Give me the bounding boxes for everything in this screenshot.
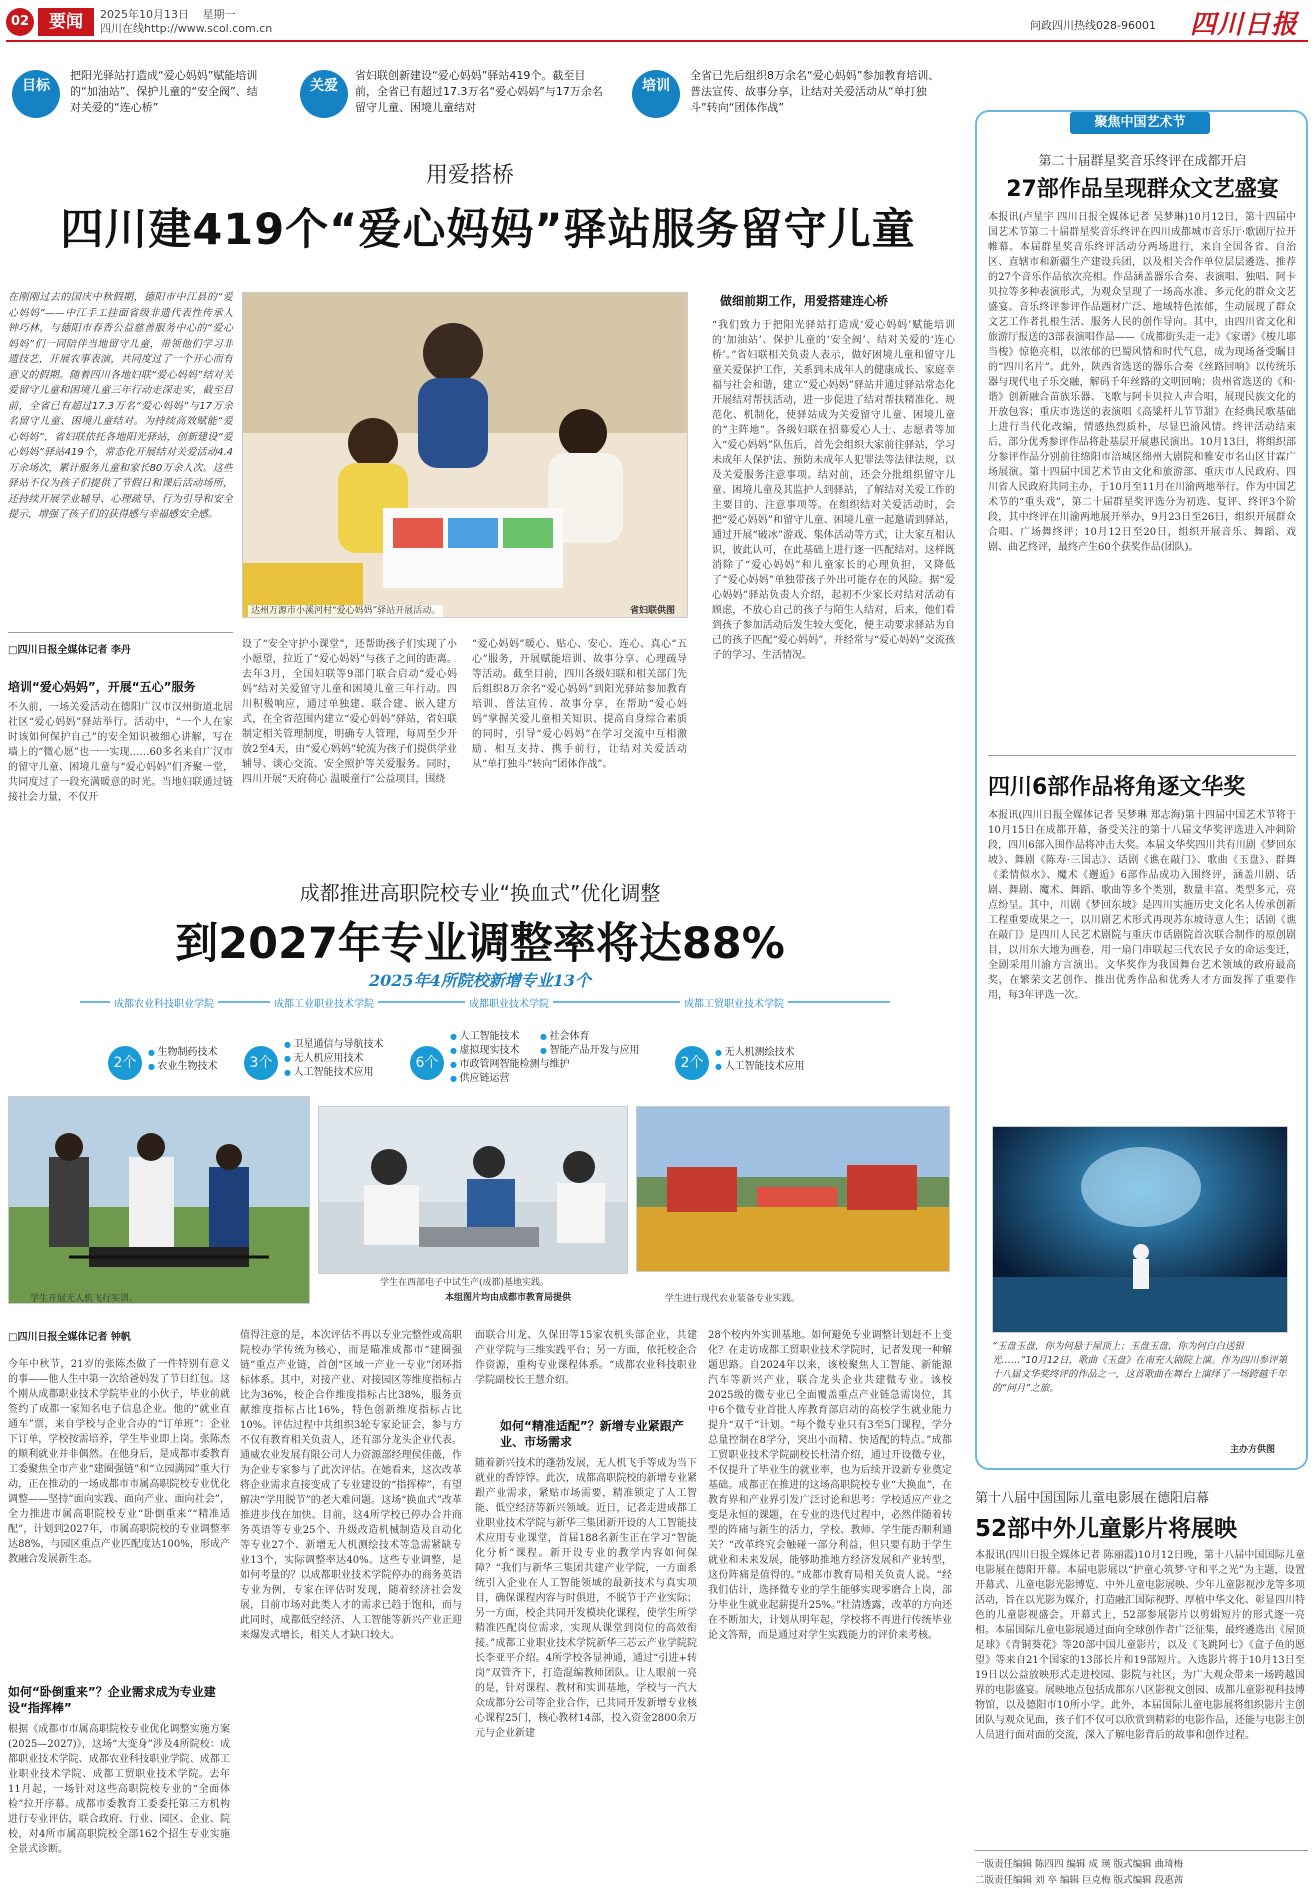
sidebar-art1-body: 本报讯(卢星宇 四川日报全媒体记者 吴梦琳)10月12日，第十四届中国艺术节第二十届群星奖音乐终评在四川成都城市音乐厅·歌剧厅拉开帷幕。本届群星奖音乐终评活动分两场进行，来自全国各省、自治区、直辖市和新疆生产建设兵团，以及相关合作单位层层遴选、推荐的27个音乐作品依次亮相。作品涵盖器乐合奏、表演唱、独唱、阿卡贝拉等多种表演形式，为观众呈现了一场高水准、多元化的群众文艺盛宴。音乐终评参评作品题材广泛、地域特色浓郁，生动展现了群众文艺工作者扎根生活、服务人民的创作导向。其中，由四川省文化和旅游厅报送的3部表演唱作品——《成都街头走一走》《家谱》《梭儿耶当梭》惊艳亮相，以浓郁的巴蜀风情和时代气息，成为现场备受瞩目的“四川名片”。此外，陕西省选送的器乐合奏《丝路回响》以传统乐器与现代电子乐交融，解码千年丝路的文明回响；贵州省选送的《和·谐》创新融合苗族乐器、飞歌与阿卡贝拉人声合唱，展现民族文化的开放包容；重庆市选送的表演唱《高粱杆儿节节甜》在经典民歌基础上进行当代化改编，情感热烈质朴，尽显巴渝风情。终评活动结束后，部分优秀参评作品将赴基层开展惠民演出。10月13日，将组织部分参评作品分别前往绵阳市涪城区绵州大剧院和雅安市名山区甘霖广场展演。第十四届中国艺术节由文化和旅游部、重庆市人民政府、四川省人民政府共同主办，于10月至11月在川渝两地举行。作为中国艺术节的“重头戏”，第二十届群星奖评选分为初选、复评、终评3个阶段，其中终评在川渝两地展开举办，9月23日至26日，组织开展群众合唱、广场舞终评；10月12日至20日，组织开展音乐、舞蹈、戏剧、曲艺终评，最终产生60个获奖作品(团队)。 [988,212,1296,553]
school-name-4: 成都工贸职业技术学院 [680,995,788,1010]
article2-col2: 值得注意的是，本次评估不再以专业完整性或高职院校办学传统为核心，而是瞄准成都市“建圈强链”重点产业链，首创“区域一产业一专业”闭环指标体系。其中，对接产业、对接园区等维度指标占比为36%，校企合作维度指标占比38%，服务贡献维度指标占比16%，特色创新维度指标占比10%。评估过程中共组织3轮专家论证会，参与方不仅有教育相关负责人，还有部分龙头企业代表。通威农业发展有限公司人力资源部经理侯佳薇，作为企业专家参与了此次评估。在她看来，这次改革将企业需求直接变成了专业建设的“指挥棒”，有望解决“学用脱节”的老大难问题。这场“换血式”改革推进步伐在加快。目前，这4所学校已停办合并商务英语等专业25个、升级改造机械制造及自动化等专业27个、新增无人机测绘技术等急需紧缺专业13个，实际调整率达40%。这些专业调整，是如何考量的？以成都职业技术学院停办的商务英语专业为例，专家在评估时发现，随着经济社会发展，目前市场对此类人才的需求已趋于饱和，而与此同时，成都低空经济、人工智能等新兴产业正迎来爆发式增长，相关人才缺口较大。 [240,1330,462,1641]
summary-text-3: 全省已先后组织8万余名“爱心妈妈”参加教育培训、普法宣传、故事分享，让结对关爱活动从“单打独斗”转向“团体作战” [690,69,940,114]
school-count-3: 6个 [410,1046,444,1080]
infographic-title: 2025年4所院校新增专业13个 [369,971,591,990]
school-count-2: 3个 [244,1046,278,1080]
article1-col1: 不久前，一场关爱活动在德阳广汉市汉州街道北居社区“爱心妈妈”驿站举行。活动中，“一个人在家时该如何保护自己”的安全知识被细心讲解，写在墙上的“微心愿”也一一实现……60多名来自广汉市的留守儿童、困境儿童与“爱心妈妈”们齐聚一堂，共同度过了一段充满暖意的时光。当地妇联通过链接社会力量，不仅开 [8,702,233,803]
page-number: 02 [6,8,34,36]
newspaper-logo: 四川日报 [1190,10,1299,40]
article2-col3b: 随着新兴技术的蓬勃发展，无人机飞手等成为当下就业的香饽饽。此次，成都高职院校的新增专业紧跟产业需求，紧贴市场需要，精准锁定了人工智能、低空经济等新兴领域。近日，记者走进成都工业职业技术学院与新华三集团新开设的人工智能技术应用专业课堂，首届188名新生正在学习“智能化分析”课程。新开设专业的教学内容如何保障？“我们与新华三集团共建产业学院，一方面系统引入企业在人工智能领域的最新技术与真实项目，确保课程内容与时俱进，不脱节于产业实际；另一方面，校企共同开发模块化课程，使学生所学精准匹配岗位需求，实现从课堂到岗位的高效衔接。”成都工业职业技术学院新华三芯云产业学院院长李亚平介绍。4所学校各显神通，通过“引进+转岗”双管齐下，打造混编教师团队。让人眼前一亮的是，针对课程、教材和实训基地，学校与一汽大众成都分公司等企业合作，已共同开发新增专业核心课程25门，核心教材14部，投入资金2800余万元与企业新建 [475,1458,697,1739]
article2-subhead-2: 如何“精准适配”？新增专业紧跟产业、市场需求 [500,1419,684,1449]
article1-col4: “我们致力于把阳光驿站打造成‘爱心妈妈’赋能培训的‘加油站’、保护儿童的‘安全阀’、结对关爱的‘连心桥’。”省妇联相关负责人表示，做好困境儿童和留守儿童关爱保护工作，关系到未成年人的健康成长、家庭幸福与社会和谐，建立“爱心妈妈”驿站并通过驿站常态化开展结对帮扶活动，进一步促进了结对帮扶精准化、规范化、机制化，使驿站成为关爱留守儿童、困境儿童的“主阵地”。各级妇联在招募爱心人士、志愿者等加入“爱心妈妈”队伍后，首先会组织大家前往驿站，学习未成年人保护法、预防未成年人犯罪法等法律法规，以及关爱服务注意事项。结对前，还会分批组织留守儿童、困境儿童及其监护人到驿站，了解结对关爱工作的主要目的、注意事项等。在组织结对关爱活动时，会把“爱心妈妈”和留守儿童、困境儿童一起邀请到驿站，通过开展“破冰”游戏、集体活动等方式，让大家互相认识，彼此认可，在此基础上进行逐一匹配结对。这样既消除了“爱心妈妈”和儿童家长的心理负担，又降低了“爱心妈妈”单独带孩子外出可能存在的风险。据“爱心妈妈”驿站负责人介绍，起初不少家长对结对活动有顾虑，不放心自己的孩子与陌生人结对，后来，他们看到孩子参加活动后发生较大变化，便主动要求驿站为自己的孩子匹配“爱心妈妈”，并经常与“爱心妈妈”交流孩子的学习、生活情况。 [712,320,955,661]
article2-kicker: 成都推进高职院校专业“换血式”优化调整 [299,881,661,905]
school-count-4: 2个 [675,1046,709,1080]
article3-body: 本报讯(四川日报全媒体记者 陈丽霞)10月12日晚，第十八届中国国际儿童电影展在德阳开幕。本届电影展以“护童心筑梦·守和平之光”为主题，设置开幕式、儿童电影光影博览、中外儿童电影展映、少年儿童影视沙龙等多项活动，旨在以光影为媒介，打造融汇国际视野、厚植中华文化、彰显四川特色的儿童影视盛会。开幕式上，52部参展影片以剪辑短片的形式逐一亮相。本届国际儿童电影展通过面向全球创作者广泛征集，最终遴选出《屋顶足球》《青铜葵花》等20部中国儿童影片，以及《飞跳阿七》《盒子鱼的愿望》等来自21个国家的13部长片和19部短片。入选影片将于10月13日至19日以公益放映形式走进校园、影院与社区，为广大观众带来一场跨越国界的电影盛宴。展映地点包括成都东八区影视文创园、成都儿童影视科技博物馆，以及德阳市10所小学。此外，本届国际儿童电影展将组织影片主创团队与观众见面，孩子们不仅可以欣赏到精彩的电影作品，还能与电影主创人员进行面对面的交流，深入了解电影背后的故事和创作过程。 [975,1550,1305,1741]
article1-col3: “爱心妈妈”暖心、贴心、安心、连心、真心“五心”服务，开展赋能培训、故事分享、心理疏导等活动。截至目前，四川各级妇联和相关部门先后组织8万余名“爱心妈妈”到阳光驿站参加教育培训、普法宣传、故事分享，在帮助“爱心妈妈”掌握关爱儿童相关知识、提高自身综合素质的同时，引导“爱心妈妈”在学习交流中互相激励、相互支持、携手前行，让结对关爱活动从“单打独斗”转向“团体作战”。 [472,639,687,770]
school-majors-3 [450,1030,675,1086]
sidebar-photo-credit: 主办方供图 [1230,1445,1276,1455]
issue-weekday: 星期一 [202,8,236,21]
summary-text-2: 省妇联创新建设“爱心妈妈”驿站419个。截至目前，全省已有超过17.3万名“爱心妈妈”与17万余名留守儿童、困境儿童结对 [355,69,603,114]
article1-photo [242,292,688,618]
article2-col1: 今年中秋节，21岁的张陈杰做了一件特别有意义的事——他人生中第一次给爸妈发了节日红包。这个刚从成都职业技术学院毕业的小伙子，毕业前就签约了成都一家知名电子信息企业。他的“就业直通车”票，来自学校与企业合办的“订单班”：企业下订单，学校按需培养，学生毕业即上岗。张陈杰的顺利就业并非偶然。在他身后，是成都市委教育工委聚焦全市产业“建圈强链”和“立园满园”重大行动，正在推动的一场成都市市属高职院校专业优化调整——坚持“面向实践、面向产业、面向社会”，全力推进市属高职院校专业“卧倒重来”“精准适配”，计划到2027年，市属高职院校的专业调整率达88%，与园区重点产业匹配度达100%，形成产教融合发展新生态。 [8,1359,230,1565]
school-name-2: 成都工业职业技术学院 [270,995,378,1010]
sidebar-photo-caption: “玉盘玉盘，你为何悬于屋顶上；玉盘玉盘，你为何白白送银光……”10月12日，歌曲《玉盘》在南充大剧院上演。作为四川参评第十八届文华奖终评的作品之一，这首歌曲在舞台上演绎了一场跨越千年的“问月”之旅。 [992,1341,1288,1394]
sidebar-art2-body: 本报讯(四川日报全媒体记者 吴梦琳 郑志海)第十四届中国艺术节将于10月15日在成都开幕，备受关注的第十八届文华奖评选进入冲刺阶段，四川6部入围作品将冲击大奖。本届文华奖四川共有川剧《梦回东坡》、舞剧《陈寿·三国志》、话剧《谯在敲门》、歌曲《玉盘》、群舞《柔情似水》、魔术《邂逅》6部作品成功入围终评，涵盖川剧、话剧、舞剧、魔术、舞蹈、歌曲等多个类别，数量丰富、类型多元，亮点纷呈。其中，川剧《梦回东坡》是四川实施历史文化名人传承创新工程重要成果之一，以川剧艺术形式再现苏东坡诗意人生；话剧《谯在敲门》是四川人民艺术剧院与重庆市话剧院首次联合制作的原创剧目，以川东大地为画卷，用一扇门串联起三代农民子女的命运变迁，全剧采用川渝方言演出。文华奖作为我国舞台艺术领域的政府最高奖，在繁荣文艺创作、推出优秀作品和优秀人才方面发挥了重要作用，每3年评选一次。 [988,810,1296,1001]
school-majors-4 [715,1046,805,1074]
sidebar-tag: 聚焦中国艺术节 [1070,112,1210,134]
major-item: ● 社会体育 [540,1030,590,1044]
section-label: 要闻 [38,8,94,36]
major-item: ● 卫星通信与导航技术 [284,1038,384,1052]
summary-badge-3: 培训 [632,70,680,118]
article3-headline: 52部中外儿童影片将展映 [975,1516,1238,1542]
sidebar-art2-headline: 四川6部作品将角逐文华奖 [988,775,1246,800]
major-item: ● 无人机测绘技术 [715,1046,805,1060]
school-name-3: 成都职业技术学院 [465,995,553,1010]
article2-col3: 面联合川龙、久保田等15家农机头部企业，共建产业学院与三维实践平台；另一方面，依托校企合作资源，重构专业课程体系。“成都农业科技职业学院副校长王慧介绍。 [475,1330,697,1386]
major-item: ● 人工智能技术应用 [284,1066,384,1080]
editors-line-1: 一版责任编辑 陈四四 编辑 成 瑛 版式编辑 曲琦梅 [975,1859,1184,1870]
school-majors-2 [284,1038,384,1080]
article2-caption-1: 学生开展无人机飞行实训。 [30,1294,139,1304]
footer-rule [975,1850,1308,1851]
school-majors-1 [148,1046,218,1074]
article1-byline: □四川日报全媒体记者 李丹 [8,645,131,656]
hotline: 问政四川热线028-96001 [1030,19,1156,32]
major-item: ● 生物制药技术 [148,1046,218,1060]
sidebar-art1-kicker: 第二十届群星奖音乐终评在成都开启 [1038,154,1247,169]
article1-subhead-2: 做细前期工作，用爱搭建连心桥 [720,294,889,308]
sidebar-divider [988,755,1296,756]
article2-col1b: 根据《成都市市属高职院校专业优化调整实施方案(2025—2027)》，这场“大变身”涉及4所院校：成都职业技术学院、成都农业科技职业学院、成都工业职业技术学院、成都工贸职业技术学院。去年11月起，一场针对这些高职院校专业的“全面体检”拉开序幕。成都市委教育工委委托第三方机构进行专业评估，联合政府、行业、园区、企业、院校，对4所市属高职院校全部162个招生专业实施全景式诊断。 [8,1724,230,1855]
article2-headline: 到2027年专业调整率将达88% [175,919,785,969]
agriculture-equipment-photo [636,1106,950,1272]
article1-headline: 四川建419个“爱心妈妈”驿站服务留守儿童 [60,205,916,255]
article1-lead: 在刚刚过去的国庆中秋假期，德阳市中江县的“爱心妈妈”——中江手工挂面省级非遗代表性传承人钟巧林，与德阳市春香公益慈善服务中心的“爱心妈妈”们一同陪伴当地留守儿童，带领他们学习非遗技艺，开展农事表演，共同度过了一个开心而有意义的假期。随着四川各地妇联“爱心妈妈”结对关爱留守儿童和困境儿童三年行动走深走实，截至目前，全省已有超过17.3万名“爱心妈妈”与17万余名留守儿童、困境儿童结对。为持续高效赋能“爱心妈妈”，省妇联依托各地阳光驿站，创新建设“爱心妈妈”驿站419个，常态化开展结对关爱活动4.4万余场次，累计服务儿童和家长80万余人次。这些驿站不仅为孩子们提供了节假日和课后活动场所，还持续开展学业辅导、心理疏导、行为引导和安全提示，增强了孩子们的获得感与幸福感安全感。 [8,292,233,520]
article1-subhead-1: 培训“爱心妈妈”，开展“五心”服务 [8,680,196,694]
article2-subhead-1: 如何“卧倒重来”？企业需求成为专业建设“指挥棒” [8,1685,216,1715]
major-item: ● 人工智能技术应用 [715,1060,805,1074]
article3-kicker: 第十八届中国国际儿童电影展在德阳启幕 [975,1491,1210,1506]
major-item: ● 智能产品开发与应用 [540,1044,640,1058]
article2-col4: 28个校内外实训基地。如何避免专业调整计划赶不上变化？在走访成都工贸职业技术学院时，记者发现一种解题思路。自2024年以来，该校聚焦人工智能、新能源汽车等新兴产业，联合龙头企业共建微专业。该校2025级的微专业已全面覆盖重点产业链急需岗位，其中6个微专业首批人库教育部启动的高校学生就业能力提升“双千”计划。“每个微专业只有3至5门课程，学分总量控制在8学分，突出小而精、快适配的特点。”成都工贸职业技术学院副校长杜清介绍，通过开设微专业，不仅提升了毕业生的就业率，也为后续开设新专业奠定基础。成都正在推进的这场高职院校专业“大换血”，在教育界和产业界引发广泛讨论和思考：学校适应产业之变是永恒的课题，在专业的迭代过程中，必然伴随着转型的阵痛与新生的活力，学校、教师、学生能否顺利通关？“改革终究会触碰一部分利益，但只要有助于学生就业和未来发展，能够助推地方经济发展和产业转型，这份阵痛是值得的。”成都市教育局相关负责人说。“经我们估计，选择微专业的学生能够实现零磨合上岗，部分毕业生就业起薪提升25%。”杜清透露，改革的方向还在不断加大，计划从明年起，学校将不再进行传统毕业论文答辩，而是通过对学生实践能力的评价来考核。 [708,1330,952,1641]
article2-caption-2: 学生在西部电子中试生产(成都)基地实践。 [380,1278,550,1288]
article1-photo-caption: 达州万源市小溪河村“爱心妈妈”驿站开展活动。 [248,605,443,617]
article1-col2: 设了“安全守护小课堂”，还帮助孩子们实现了小小愿望，拉近了“爱心妈妈”与孩子之间的距离。去年3月，全国妇联等9部门联合启动“爱心妈妈”结对关爱留守儿童和困境儿童三年行动。四川积极响应，通过单独建、联合建、嵌入建方式，在全省范围内建立“爱心妈妈”驿站，省妇联制定相关管理制度，明确专人管理，每周至少开放2至4天，由“爱心妈妈”轮流为孩子们提供学业辅导、谈心交流、安全照护等关爱服务。同时，四川开展“天府荷心 温暖童行”公益项目，围绕 [242,639,457,785]
drone-training-photo [8,1096,310,1304]
electronics-lab-photo [318,1106,628,1274]
sidebar-stage-photo [992,1126,1288,1333]
major-item: ● 无人机应用技术 [284,1052,384,1066]
masthead-rule [6,40,1308,42]
major-item: ● 供应链运营 [450,1072,675,1086]
summary-badge-2: 关爱 [300,70,348,118]
website-link[interactable]: 四川在线http://www.scol.com.cn [100,22,273,35]
sidebar-art1-headline: 27部作品呈现群众文艺盛宴 [1006,177,1279,202]
major-item: ● 人工智能技术 [450,1030,540,1044]
summary-badge-1: 目标 [12,70,60,118]
article1-photo-credit: 省妇联供图 [630,606,676,616]
article2-caption-3: 学生进行现代农业装备专业实践。 [665,1294,801,1304]
issue-date: 2025年10月13日 [100,8,189,21]
major-item: ● 市政管网智能检测与维护 [450,1058,675,1072]
article2-byline: □四川日报全媒体记者 钟帆 [8,1332,131,1343]
major-item: ● 虚拟现实技术 [450,1044,540,1058]
lead-divider [8,632,233,633]
article2-photo-credit: 本组图片均由成都市教育局提供 [445,1293,572,1303]
school-name-1: 成都农业科技职业学院 [110,995,218,1010]
school-count-1: 2个 [108,1046,142,1080]
major-item: ● 农业生物技术 [148,1060,218,1074]
editors-line-2: 二版责任编辑 刘 卒 编辑 巨克梅 版式编辑 段惠茜 [975,1875,1184,1886]
article1-kicker: 用爱搭桥 [425,163,514,188]
summary-text-1: 把阳光驿站打造成“爱心妈妈”赋能培训的“加油站”、保护儿童的“安全阀”、结对关爱的“连心桥” [70,69,258,114]
